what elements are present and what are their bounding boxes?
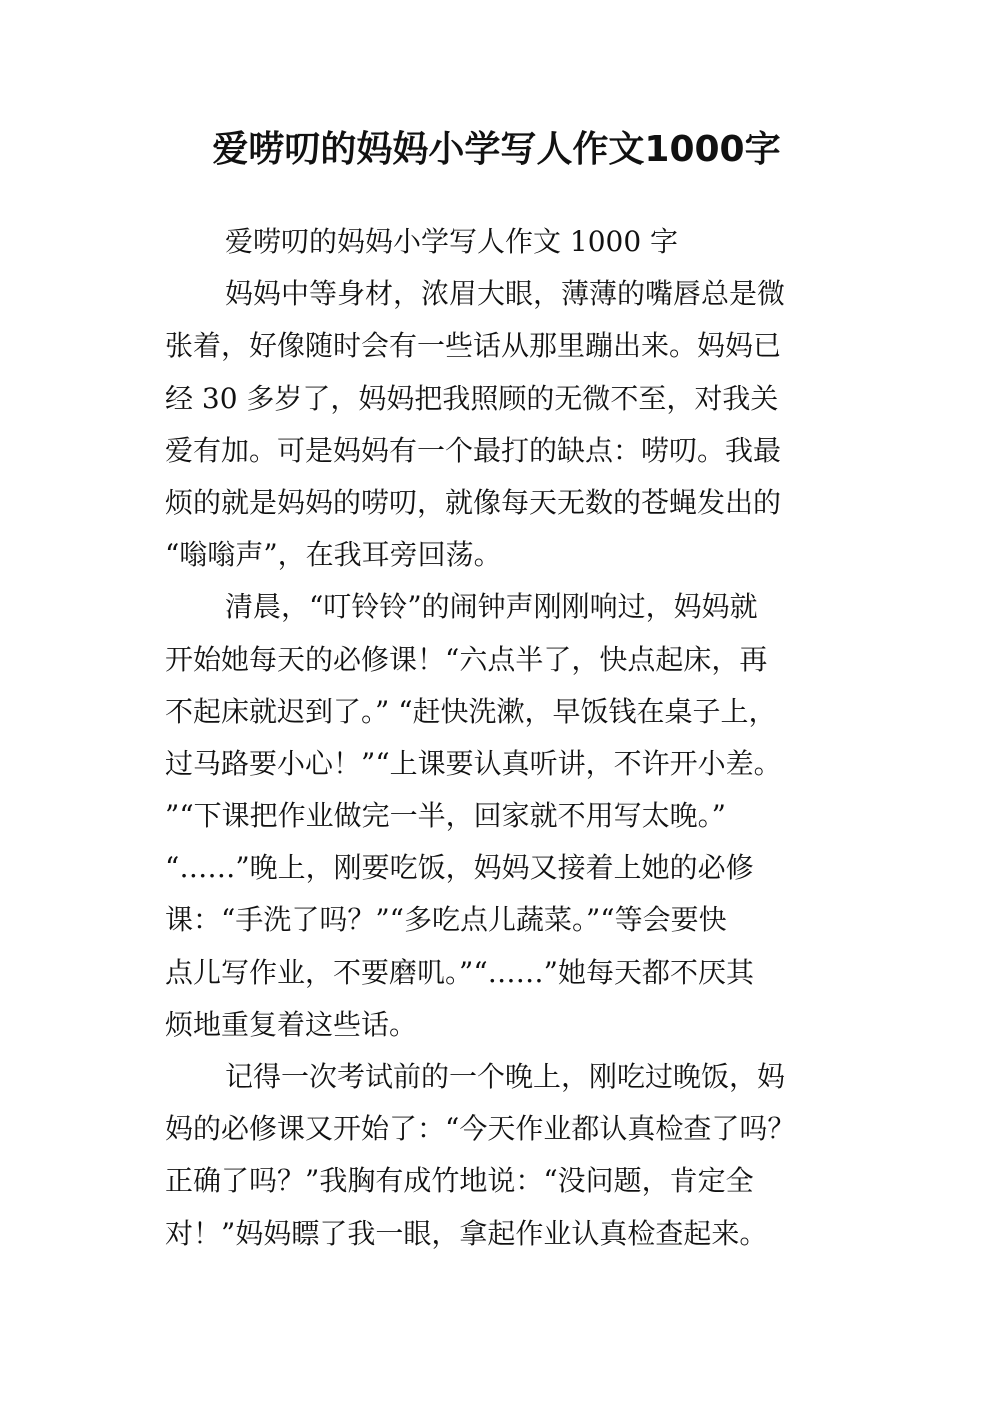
paragraph-line: “……”晚上，刚要吃饭，妈妈又接着上她的必修: [165, 851, 754, 885]
paragraph-line: 点儿写作业，不要磨叽。”“……”她每天都不厌其: [165, 955, 754, 989]
paragraph-line: 对！”妈妈瞟了我一眼，拿起作业认真检查起来。: [165, 1216, 768, 1250]
paragraph-line: 张着，好像随时会有一些话从那里蹦出来。妈妈已: [165, 329, 782, 363]
document-title: 爱唠叨的妈妈小学写人作文1000字: [212, 129, 781, 170]
paragraph-line: 过马路要小心！”“上课要认真听讲，不许开小差。: [165, 746, 782, 780]
paragraph-line: 爱唠叨的妈妈小学写人作文 1000 字: [225, 225, 679, 258]
paragraph-line: 清晨，“叮铃铃”的闹钟声刚刚响过，妈妈就: [225, 590, 758, 624]
paragraph-line: 经 30 多岁了，妈妈把我照顾的无微不至，对我关: [165, 381, 779, 415]
paragraph-line: 记得一次考试前的一个晚上，刚吃过晚饭，妈: [225, 1060, 786, 1093]
paragraph-line: 妈的必修课又开始了：“今天作业都认真检查了吗？: [165, 1112, 796, 1146]
paragraph-line: 烦的就是妈妈的唠叨，就像每天无数的苍蝇发出的: [165, 485, 782, 519]
paragraph-line: 开始她每天的必修课！“六点半了，快点起床，再: [165, 642, 768, 676]
paragraph-line: 课：“手洗了吗？”“多吃点儿蔬菜。”“等会要快: [165, 903, 727, 937]
paragraph-line: “嗡嗡声”，在我耳旁回荡。: [165, 538, 502, 572]
paragraph-line: 爱有加。可是妈妈有一个最打的缺点：唠叨。我最: [165, 433, 782, 467]
paragraph-line: 正确了吗？”我胸有成竹地说：“没问题，肯定全: [165, 1164, 754, 1198]
paragraph-line: 不起床就迟到了。” “赶快洗漱，早饭钱在桌子上，: [165, 694, 777, 728]
paragraph-line: 烦地重复着这些话。: [165, 1007, 418, 1041]
paragraph-line: ”“下课把作业做完一半，回家就不用写太晚。”: [165, 799, 726, 833]
document-body: [165, 216, 837, 1260]
paragraph-line: 妈妈中等身材，浓眉大眼，薄薄的嘴唇总是微: [225, 277, 786, 311]
